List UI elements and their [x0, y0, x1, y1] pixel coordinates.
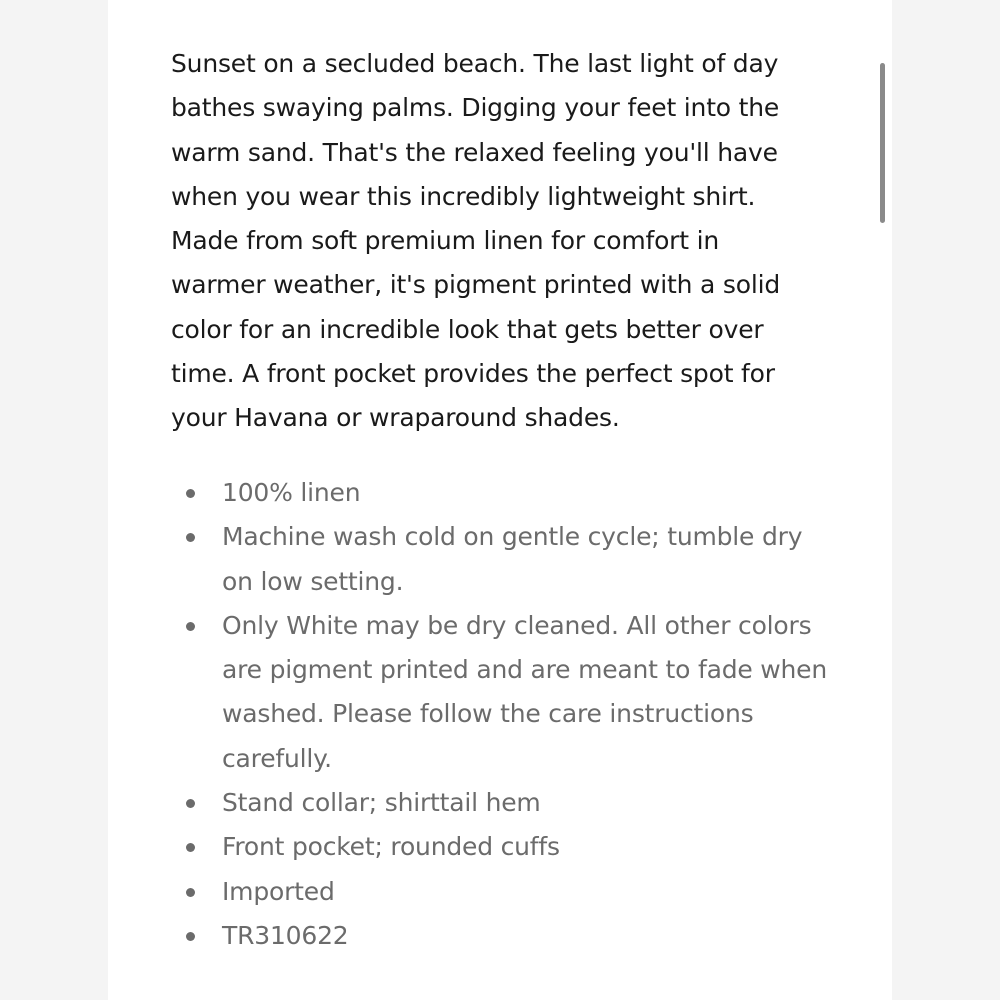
bullet-icon — [186, 622, 195, 631]
feature-text: Front pocket; rounded cuffs — [222, 832, 560, 862]
feature-item — [171, 870, 831, 914]
bullet-icon — [186, 843, 195, 852]
vertical-scrollbar[interactable] — [877, 0, 887, 1000]
bullet-icon — [186, 533, 195, 542]
feature-item — [171, 604, 831, 781]
feature-text: TR310622 — [222, 920, 349, 950]
feature-text: Stand collar; shirttail hem — [222, 788, 541, 818]
bullet-icon — [186, 799, 195, 808]
feature-list — [171, 471, 831, 958]
product-description: Sunset on a secluded beach. The last light of day bathes swaying palms. Digging your feet into the warm sand. That's the relaxed feeling you'll have when you wear this incredibly lightweight shirt. Made from soft premium linen for comfort in warmer weather, it's pigment printed with a solid color for an incredible look that gets better over time. A front pocket provides the perfect spot for your Havana or wraparound shades. — [171, 49, 780, 433]
bullet-icon — [186, 489, 195, 498]
feature-item — [171, 914, 831, 958]
feature-text: Only White may be dry cleaned. All other colors are pigment printed and are meant to fade when washed. Please follow the care instructions carefully. — [222, 610, 828, 773]
feature-text: Machine wash cold on gentle cycle; tumble dry on low setting. — [222, 522, 803, 596]
bullet-icon — [186, 888, 195, 897]
feature-text: Imported — [222, 876, 335, 906]
bullet-icon — [186, 932, 195, 941]
feature-item — [171, 471, 831, 515]
feature-item — [171, 515, 831, 604]
feature-text: 100% linen — [222, 478, 361, 507]
product-details-panel — [108, 0, 892, 1000]
feature-item — [171, 825, 831, 869]
scrollbar-thumb[interactable] — [880, 63, 885, 223]
feature-item — [171, 781, 831, 825]
